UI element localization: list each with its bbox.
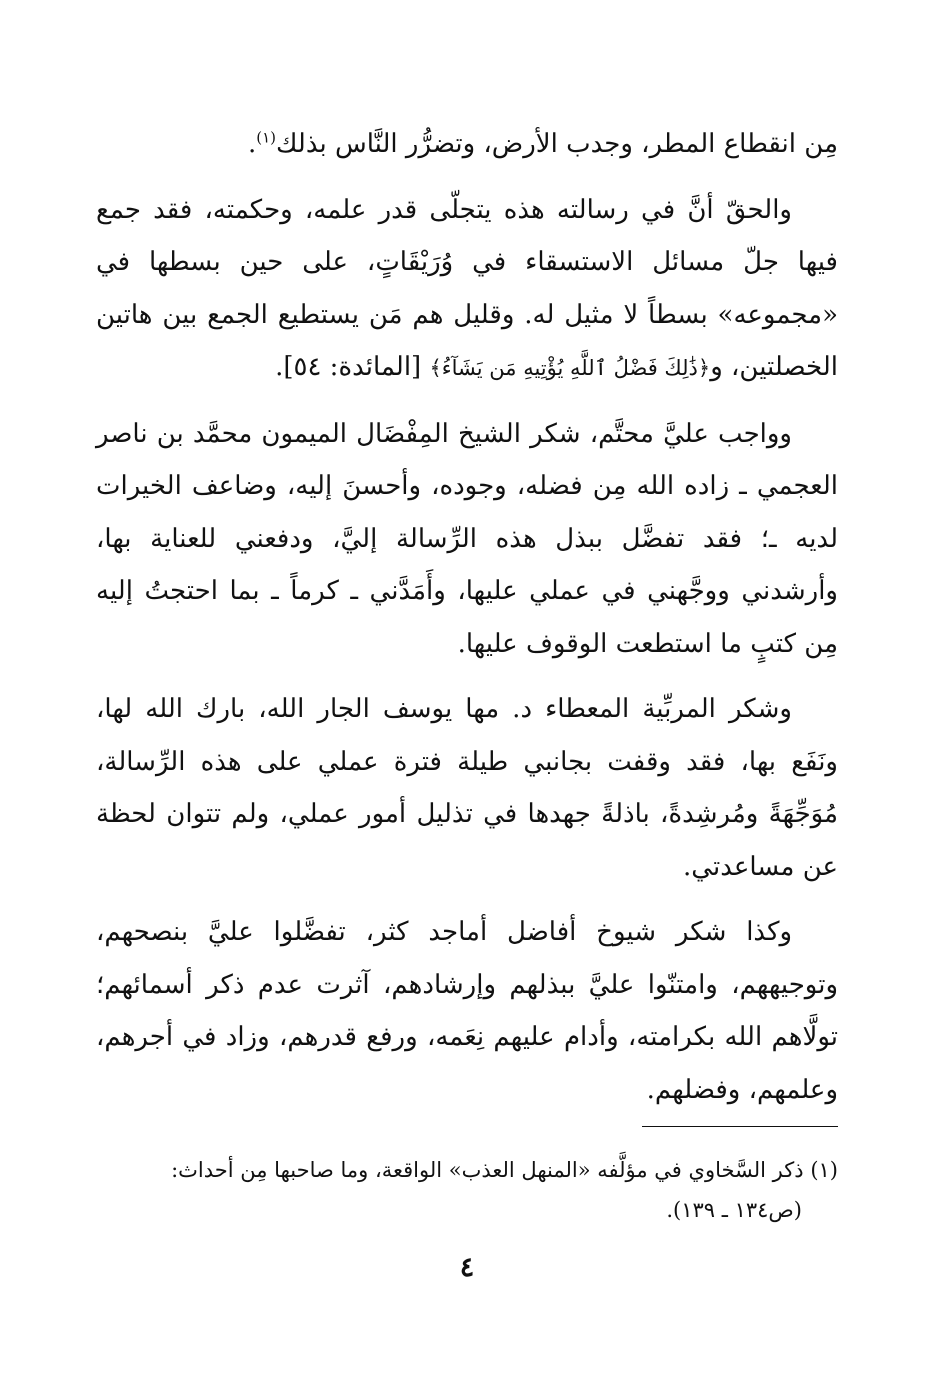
quran-citation: [المائدة: ٥٤]. — [275, 352, 422, 382]
main-text — [96, 118, 838, 1129]
footnote-number: (١) — [810, 1158, 838, 1182]
paragraph-1-text: مِن انقطاع المطر، وجدب الأرض، وتضرُّر النَّاس بذلك — [276, 129, 838, 159]
paragraph-3: وواجب عليَّ محتَّم، شكر الشيخ المِفْضَال الميمون محمَّد بن ناصر العجمي ـ زاده الله مِن فضله، وجوده، وأحسنَ إليه، وضاعف الخيرات لديه ـ؛ فقد تفضَّل ببذل هذه الرِّسالة إليَّ، ودفعني للعناية بها، وأرشدني ووجَّهني في عملي عليها، وأَمَدَّني ـ كرماً ـ بما احتجتُ إليه مِن كتبٍ ما استطعت الوقوف عليها. — [96, 418, 838, 659]
footnote-text: ذكر السَّخاوي في مؤلَّفه «المنهل العذب» الواقعة، وما صاحبها مِن أحداث: — [171, 1158, 804, 1182]
paragraph-5: وكذا شكر شيوخ أفاضل أماجد كثر، تفضَّلوا عليَّ بنصحهم، وتوجيههم، وامتنّوا عليَّ ببذلهم وإرشادهم، آثرت عدم ذكر أسمائهم؛ تولَّاهم الله بكرامته، وأدام عليهم نِعَمه، ورفع قدرهم، وزاد في أجرهم، وعلمهم، وفضلهم. — [96, 917, 838, 1105]
paragraph-4: وشكر المربِّية المعطاء د. مها يوسف الجار الله، بارك الله لها، ونَفَع بها، فقد وقفت بجانبي طيلة فترة عملي على هذه الرِّسالة، مُوَجِّهَةً ومُرشِدةً، باذلةً جهدها في تذليل أمور عملي، ولم تتوان لحظة عن مساعدتي. — [96, 694, 838, 882]
page-number: ٤ — [459, 1252, 475, 1283]
footnote-line-1 — [96, 1150, 838, 1190]
footnote-separator — [642, 1126, 838, 1127]
footnote-line-2: (ص١٣٤ ـ ١٣٩). — [666, 1198, 802, 1222]
paragraph-2 — [96, 184, 838, 395]
paragraph-1-end: . — [247, 129, 257, 159]
quran-quote: ﴿ذَٰلِكَ فَضْلُ ٱللَّهِ يُؤْتِيهِ مَن يَشَآءُ﴾ — [429, 356, 711, 380]
paragraph-1 — [96, 118, 838, 171]
quote-prefix: و — [710, 352, 723, 382]
paragraph-2-text: والحقّ أنَّ في رسالته هذه يتجلّى قدر علمه، وحكمته، فقد جمع فيها جلّ مسائل الاستسقاء في وُرَيْقَاتٍ، على حين بسطها في «مجموعه» بسطاً لا مثيل له. وقليل هم مَن يستطيع الجمع بين هاتين الخصلتين، — [96, 194, 838, 382]
footnote-reference[interactable]: (١) — [256, 128, 277, 147]
footnote — [96, 1150, 838, 1230]
